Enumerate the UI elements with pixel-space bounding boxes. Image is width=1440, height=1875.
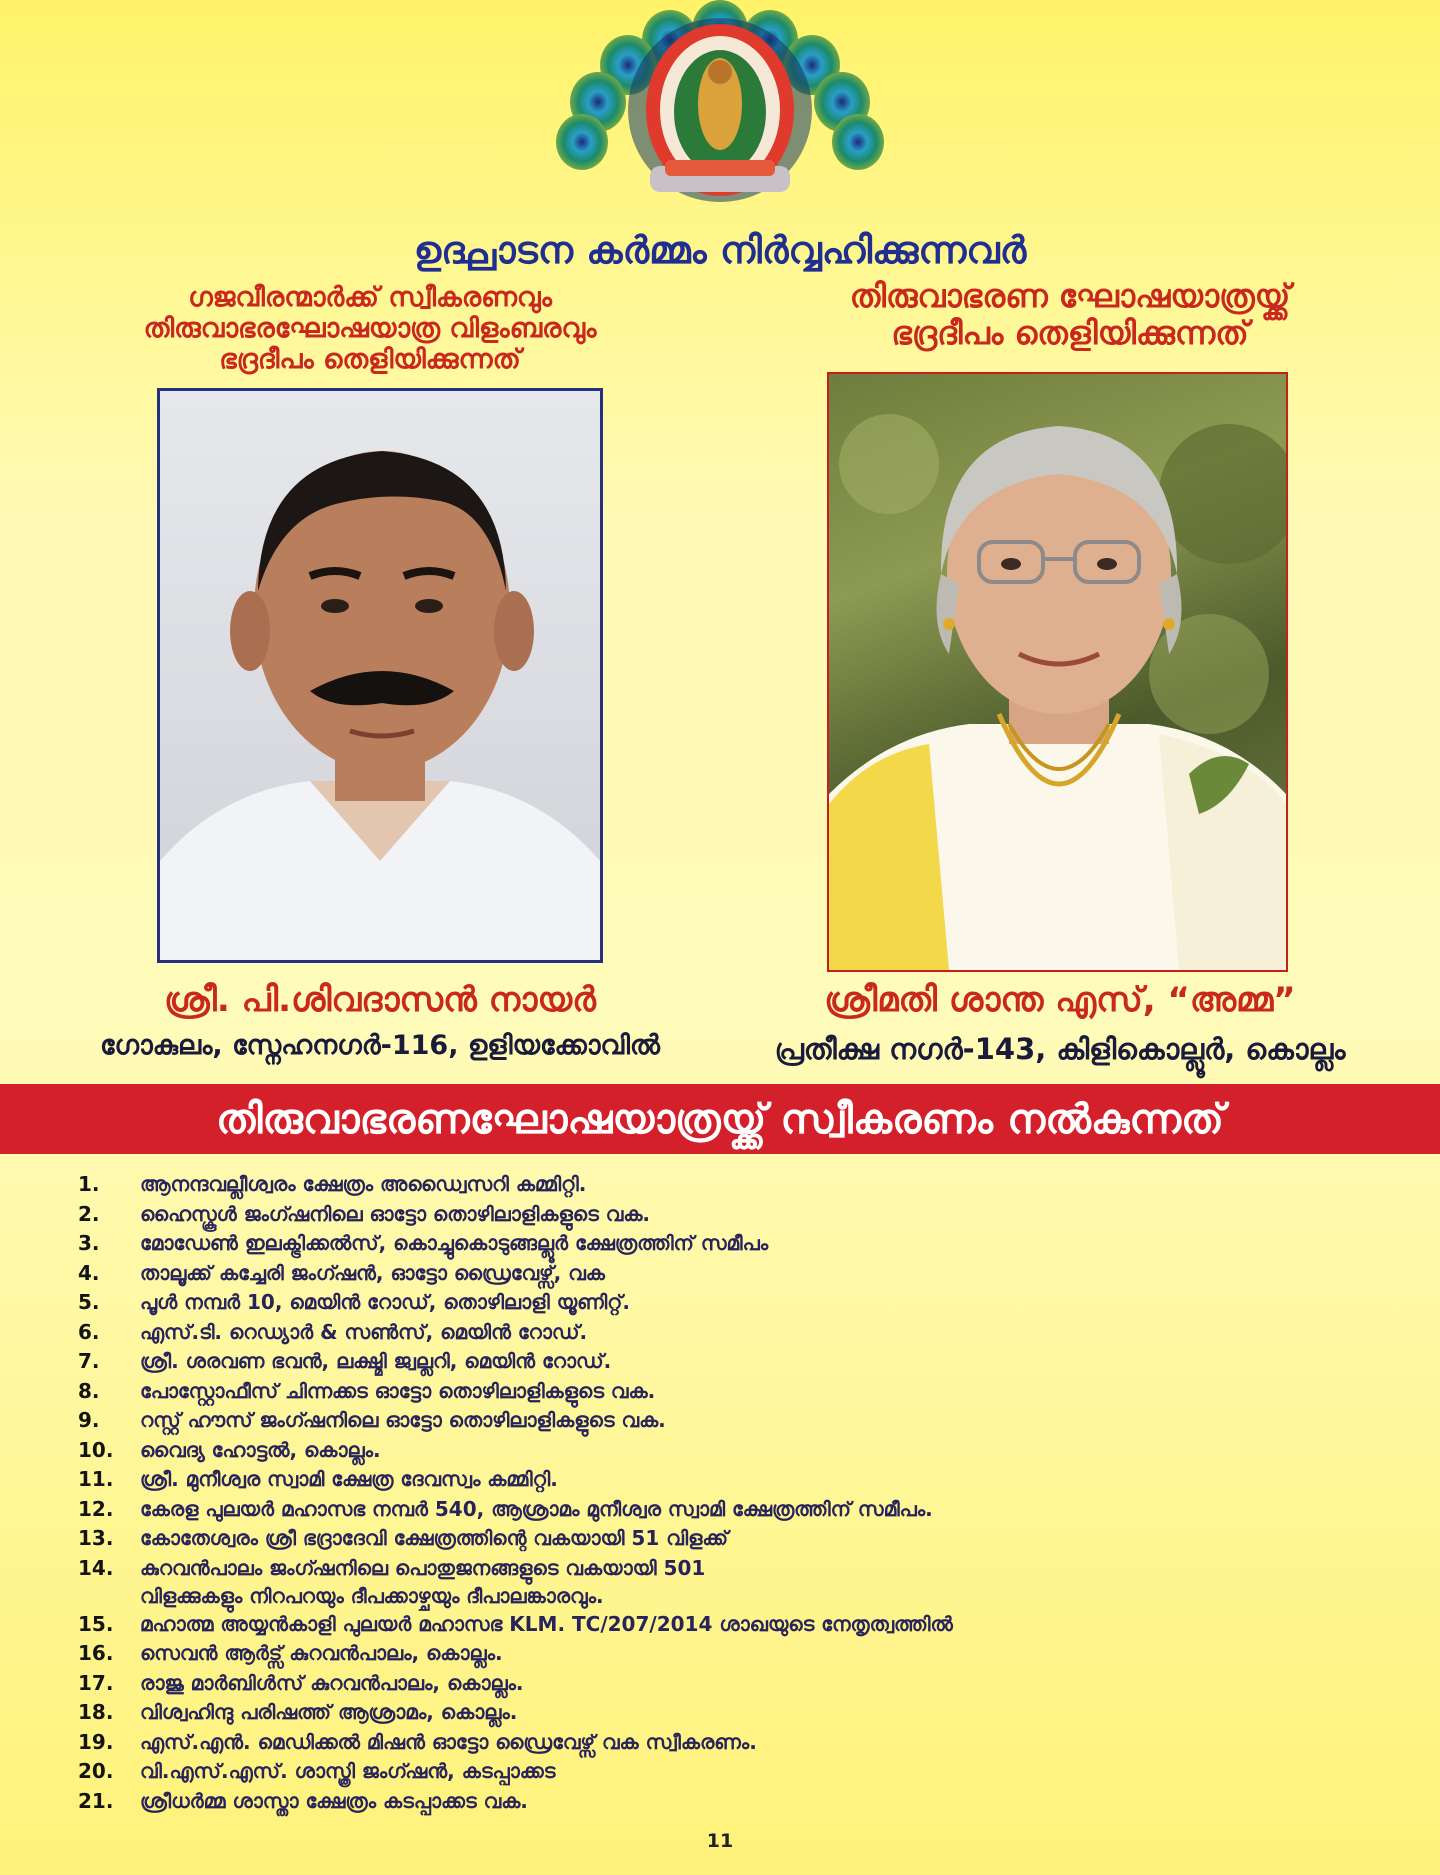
list-item (78, 1495, 1408, 1525)
item-text: കുറവൻപാലം ജംഗ്ഷനിലെ പൊതുജനങ്ങളുടെ വകയായി 501 വിളക്കുകളും നിറപറയും ദീപക്കാഴ്ചയും ദീപാലങ്കാരവും. (140, 1555, 706, 1608)
list-item (78, 1229, 1408, 1259)
right-caption: തിരുവാഭരണ ഘോഷയാത്രയ്ക്ക് ഭദ്രദീപം തെളിയിക്കുന്നത് (849, 277, 1291, 352)
page-number: 11 (706, 1830, 734, 1852)
item-text: ശ്രീ. മുനീശ്വര സ്വാമി ക്ഷേത്ര ദേവസ്വം കമ്മിറ്റി. (140, 1467, 558, 1491)
item-text: ശ്രീധർമ്മ ശാസ്താ ക്ഷേത്രം കടപ്പാക്കട വക. (140, 1788, 528, 1813)
item-number: 6. (78, 1319, 100, 1344)
item-text: താലൂക്ക് കച്ചേരി ജംഗ്ഷൻ, ഓട്ടോ ഡ്രൈവേഴ്സ്, വക (140, 1260, 605, 1285)
item-number: 7. (78, 1349, 100, 1373)
list-item (78, 1787, 1408, 1817)
portrait-left-photo (157, 388, 603, 963)
item-text: കോതേശ്വരം ശ്രീ ഭദ്രാദേവി ക്ഷേത്രത്തിന്റെ വകയായി 51 വിളക്ക് (140, 1526, 729, 1550)
list-item (78, 1639, 1408, 1669)
item-number: 21. (78, 1788, 114, 1813)
list-item (78, 1347, 1408, 1377)
item-number: 15. (78, 1611, 114, 1636)
item-number: 17. (78, 1670, 114, 1695)
item-number: 19. (78, 1729, 114, 1754)
item-number: 1. (78, 1172, 100, 1196)
list-item (78, 1669, 1408, 1699)
portrait-right-photo (827, 372, 1288, 972)
item-text: എസ്.എൻ. മെഡിക്കൽ മിഷൻ ഓട്ടോ ഡ്രൈവേഴ്സ് വക സ്വീകരണം. (140, 1729, 757, 1754)
reception-banner (0, 1084, 1440, 1154)
list-item (78, 1200, 1408, 1230)
deity-peacock-emblem (530, 0, 910, 220)
item-number: 8. (78, 1378, 100, 1403)
item-text: പോസ്റ്റോഫീസ് ചിന്നക്കട ഓട്ടോ തൊഴിലാളികളുടെ വക. (140, 1378, 656, 1403)
item-number: 9. (78, 1408, 100, 1432)
list-item (78, 1377, 1408, 1407)
item-text: ഹൈസ്കൂൾ ജംഗ്ഷനിലെ ഓട്ടോ തൊഴിലാളികളുടെ വക. (140, 1201, 651, 1226)
item-number: 18. (78, 1700, 114, 1724)
list-item (78, 1465, 1408, 1495)
item-text: കേരള പുലയർ മഹാസഭ നമ്പർ 540, ആശ്രാമം മുനീശ്വര സ്വാമി ക്ഷേത്രത്തിന് സമീപം. (140, 1496, 933, 1521)
right-person-address: പ്രതീക്ഷ നഗർ-143, കിളികൊല്ലൂർ, കൊല്ലം (774, 1032, 1346, 1066)
item-text: വിശ്വഹിന്ദു പരിഷത്ത് ആശ്രാമം, കൊല്ലം. (140, 1700, 518, 1724)
item-text: മഹാത്മ അയ്യൻകാളി പുലയർ മഹാസഭ KLM. TC/207/2014 ശാഖയുടെ നേതൃത്വത്തിൽ (140, 1611, 953, 1636)
page-title: ഉദ്ഘാടന കർമ്മം നിർവ്വഹിക്കുന്നവർ (413, 228, 1027, 272)
item-text: പൂൾ നമ്പർ 10, മെയിൻ റോഡ്, തൊഴിലാളി യൂണിറ്റ്. (140, 1290, 630, 1314)
item-number: 12. (78, 1496, 114, 1521)
left-person-address: ഗോകുലം, സ്നേഹനഗർ-116, ഉളിയക്കോവിൽ (99, 1030, 661, 1061)
item-text: ശ്രീ. ശരവണ ഭവൻ, ലക്ഷ്മി ജ്വല്ലറി, മെയിൻ റോഡ്. (140, 1349, 612, 1373)
item-number: 16. (78, 1641, 114, 1665)
list-item (78, 1728, 1408, 1758)
list-item (78, 1406, 1408, 1436)
item-number: 13. (78, 1526, 114, 1550)
banner-text: തിരുവാഭരണഘോഷയാത്രയ്ക്ക് സ്വീകരണം നൽകുന്നത് (216, 1094, 1224, 1143)
item-text: റസ്റ്റ് ഹൗസ് ജംഗ്ഷനിലെ ഓട്ടോ തൊഴിലാളികളുടെ വക. (140, 1408, 666, 1432)
list-item (78, 1757, 1408, 1787)
list-item (78, 1698, 1408, 1728)
list-item (78, 1259, 1408, 1289)
list-item (78, 1524, 1408, 1554)
list-item (78, 1610, 1408, 1640)
item-text: ആനന്ദവല്ലീശ്വരം ക്ഷേത്രം അഡ്വൈസറി കമ്മിറ്റി. (140, 1172, 587, 1196)
item-text: വൈദ്യ ഹോട്ടൽ, കൊല്ലം. (140, 1437, 381, 1462)
item-number: 2. (78, 1201, 100, 1226)
item-text: രാജു മാർബിൾസ് കുറവൻപാലം, കൊല്ലം. (140, 1670, 524, 1695)
list-item (78, 1170, 1408, 1200)
item-text: വി.എസ്.എസ്. ശാസ്ത്രി ജംഗ്ഷൻ, കടപ്പാക്കട (140, 1759, 556, 1783)
item-text: സെവൻ ആർട്സ് കുറവൻപാലം, കൊല്ലം. (140, 1641, 503, 1665)
reception-list (78, 1170, 1408, 1816)
item-number: 5. (78, 1290, 100, 1314)
left-person-name: ശ്രീ. പി.ശിവദാസൻ നായർ (164, 980, 596, 1020)
item-text: മോഡേൺ ഇലക്ട്രിക്കൽസ്, കൊച്ചുകൊടുങ്ങല്ലൂർ ക്ഷേത്രത്തിന് സമീപം (140, 1231, 769, 1255)
list-item (78, 1318, 1408, 1348)
item-number: 10. (78, 1437, 114, 1462)
item-number: 4. (78, 1260, 100, 1285)
list-item (78, 1288, 1408, 1318)
list-item (78, 1436, 1408, 1466)
item-number: 3. (78, 1231, 100, 1255)
left-caption: ഗജവീരന്മാർക്ക് സ്വീകരണവും തിരുവാഭരഘോഷയാത്ര വിളംബരവും ഭദ്രദീപം തെളിയിക്കുന്നത് (143, 282, 597, 376)
item-number: 11. (78, 1467, 114, 1491)
right-person-name: ശ്രീമതി ശാന്ത എസ്, “അമ്മ” (824, 980, 1296, 1020)
item-text: എസ്.ടി. റെഡ്യാർ & സൺസ്, മെയിൻ റോഡ്. (140, 1319, 588, 1344)
list-item (78, 1554, 1408, 1610)
item-number: 20. (78, 1759, 114, 1783)
item-number: 14. (78, 1555, 114, 1580)
